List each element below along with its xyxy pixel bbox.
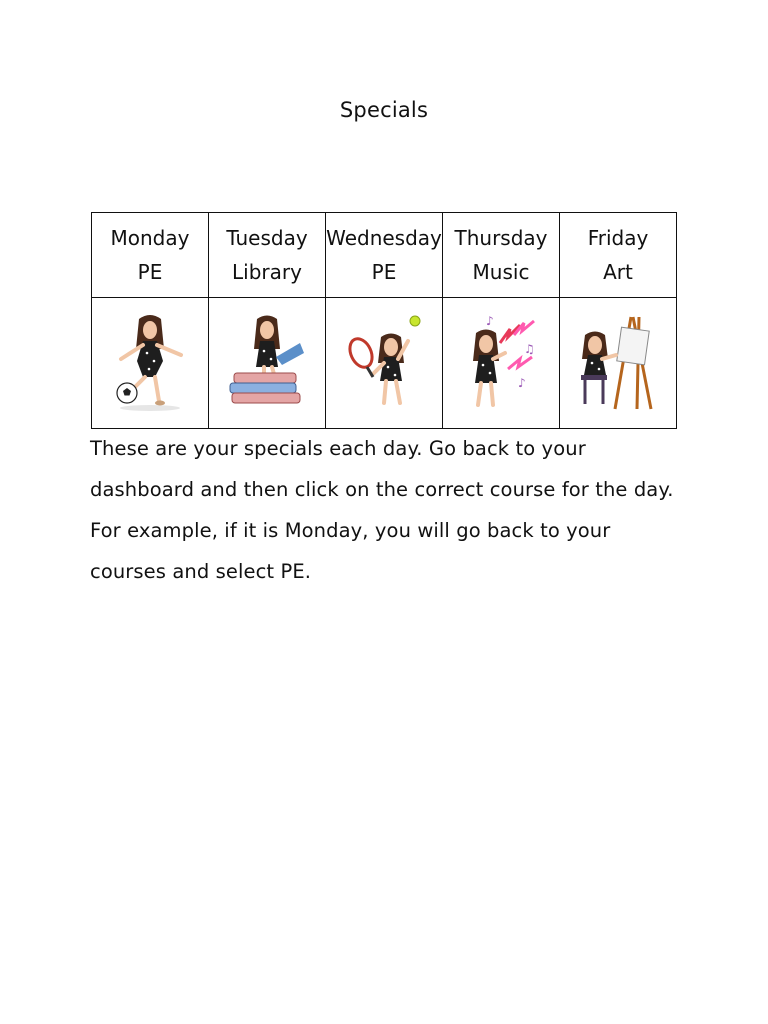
tennis-avatar-icon [339,313,429,413]
pic-cell-tuesday [209,298,326,429]
soccer-avatar-icon [105,313,195,413]
instructions-paragraph: These are your specials each day. Go back to your dashboard and then click on the correct course for the day. For example, if it is Monday, you will go back to your courses and select PE. [90,437,674,583]
special-label: PE [137,260,163,284]
special-label: Library [232,260,302,284]
singing-avatar-icon [456,313,546,413]
cell-monday [92,213,209,298]
pic-cell-monday [92,298,209,429]
special-label: PE [371,260,397,284]
cell-friday [560,213,677,298]
day-label: Friday [587,226,649,250]
cell-tuesday [209,213,326,298]
day-label: Thursday [454,226,548,250]
pic-cell-thursday [443,298,560,429]
svg-text:♪: ♪ [486,314,494,328]
specials-table [91,212,677,429]
day-label: Wednesday [326,226,442,250]
day-label: Monday [110,226,190,250]
special-label: Art [603,260,633,284]
painting-avatar-icon [573,313,663,413]
pic-cell-wednesday [326,298,443,429]
special-label: Music [472,260,530,284]
page-title: Specials [339,98,429,122]
svg-text:♫: ♫ [524,342,535,356]
books-avatar-icon [222,313,312,413]
pic-cell-friday [560,298,677,429]
day-label: Tuesday [226,226,308,250]
svg-text:♪: ♪ [518,376,526,390]
cell-thursday [443,213,560,298]
cell-wednesday [326,213,443,298]
